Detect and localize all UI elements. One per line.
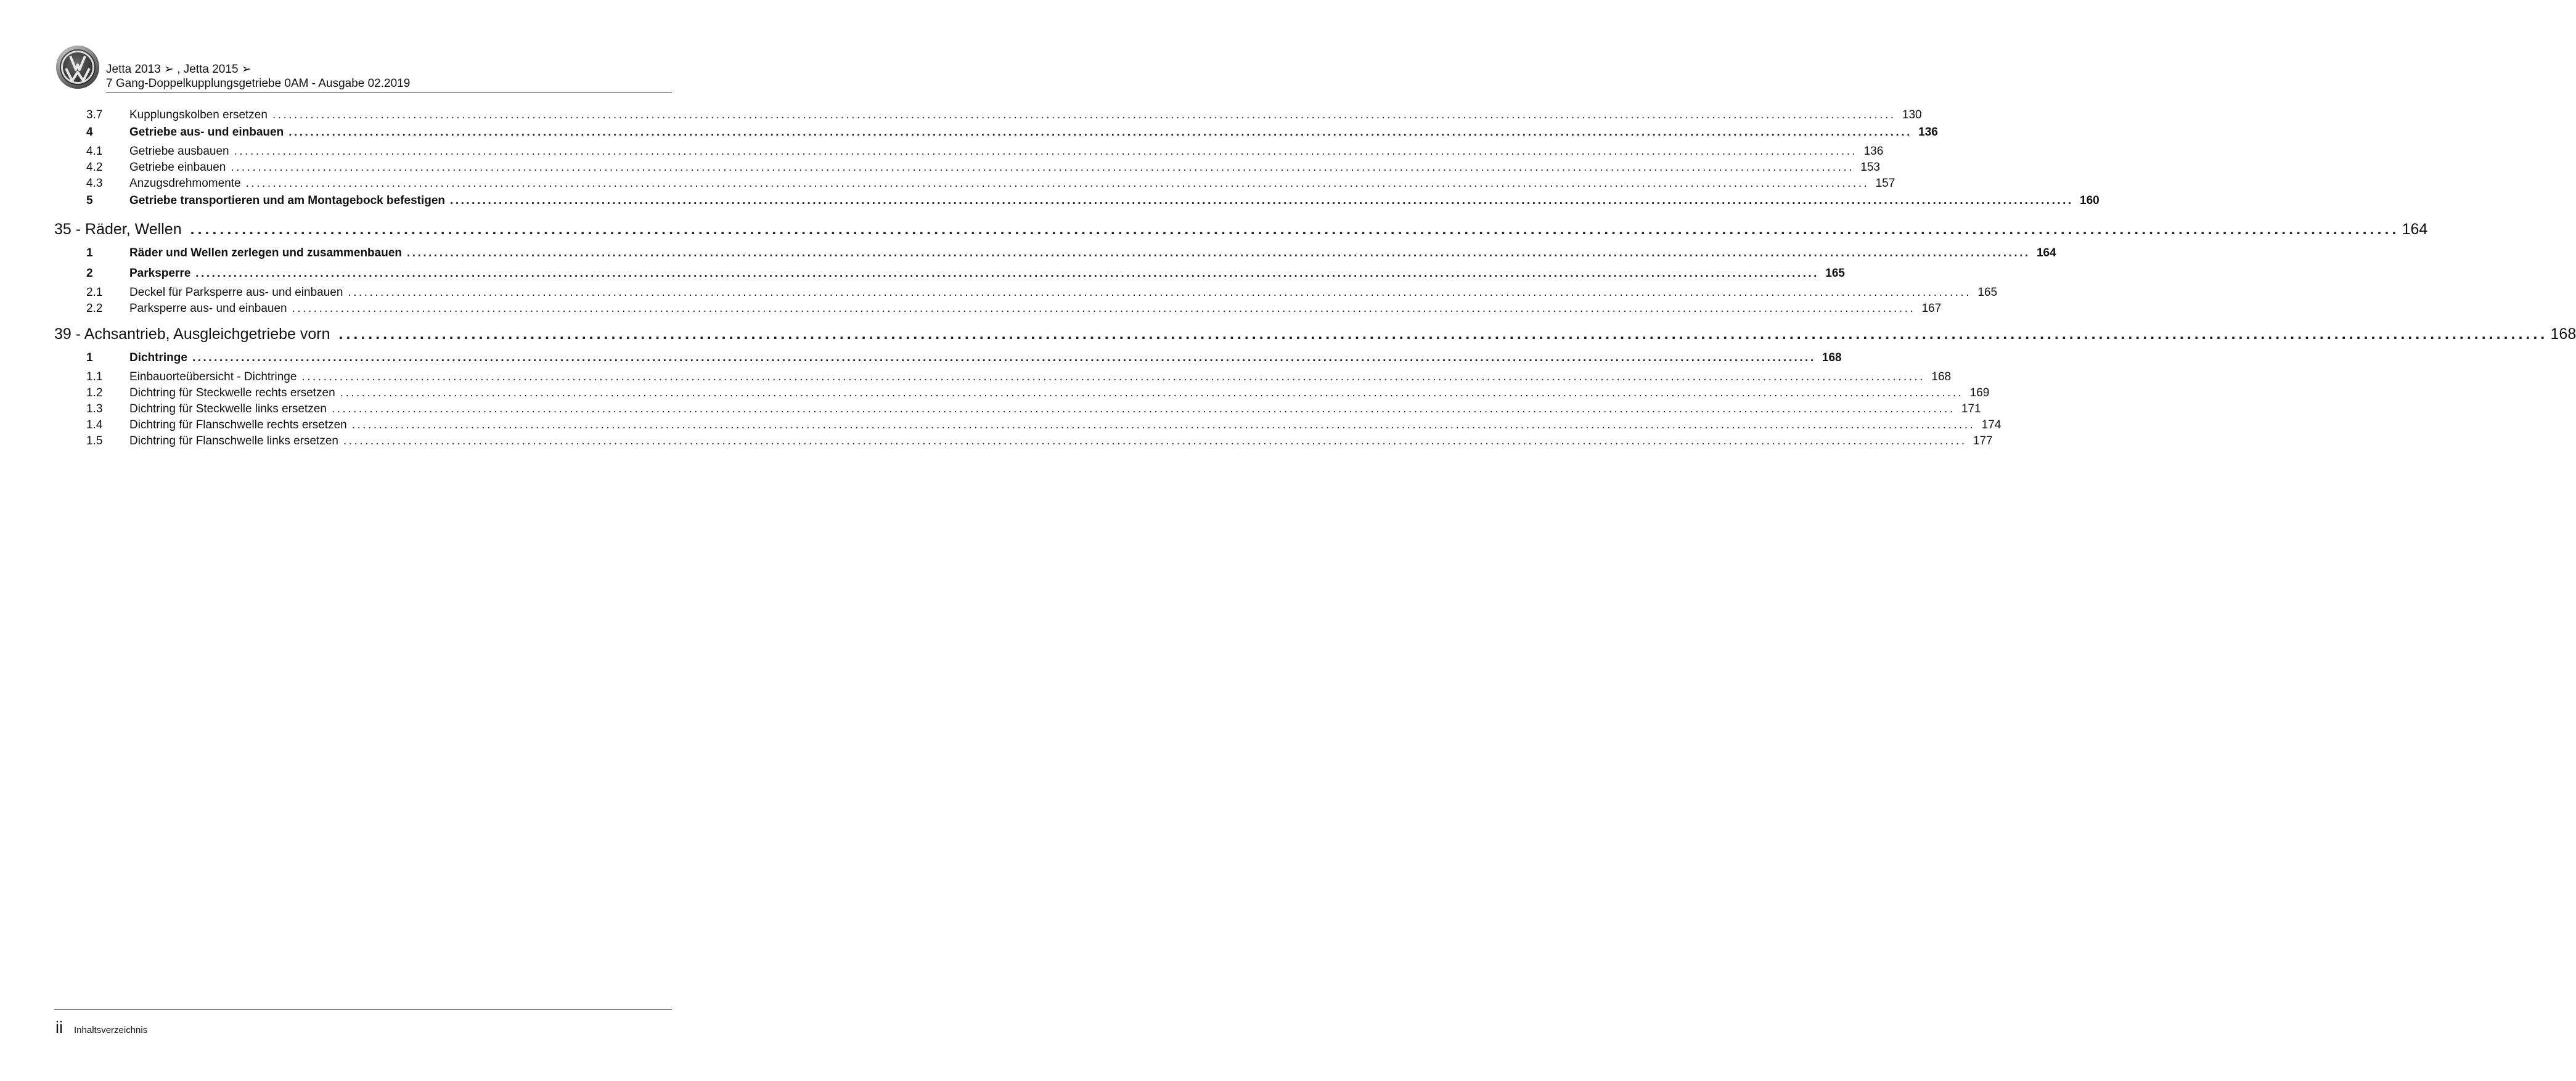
toc-entry-number: 1.1 bbox=[86, 370, 103, 383]
toc-entry-title: Dichtring für Steckwelle rechts ersetzen bbox=[129, 386, 335, 399]
toc-entry-page: 153 bbox=[1860, 161, 1880, 174]
toc-chapter-entry[interactable] bbox=[54, 213, 2428, 245]
toc-entry-page: 168 bbox=[1822, 351, 1842, 364]
toc-entry[interactable] bbox=[54, 245, 2056, 266]
toc-entry-page: 169 bbox=[1969, 386, 1990, 399]
toc-entry-title: Getriebe einbauen bbox=[129, 161, 226, 174]
toc-entry-number: 1.5 bbox=[86, 434, 103, 447]
toc-entry-page: 164 bbox=[2036, 247, 2056, 259]
toc-entry-number: 1.4 bbox=[86, 418, 103, 431]
footer-section-name: Inhaltsverzeichnis bbox=[74, 1025, 148, 1035]
toc-entry-title: Dichtring für Steckwelle links ersetzen bbox=[129, 402, 327, 415]
toc-entry[interactable] bbox=[54, 434, 1993, 451]
toc-entry-title: Getriebe ausbauen bbox=[129, 145, 229, 158]
toc-dot-leader: ............................................................................................................................................................................................................................................................................................................ bbox=[343, 434, 1967, 447]
toc-entry-page: 160 bbox=[2080, 194, 2100, 207]
toc-entry-title: Dichtringe bbox=[129, 351, 187, 364]
toc-dot-leader: ............................................................................................................................................................................................................................................................................................................ bbox=[195, 267, 1819, 280]
toc-entry-number: 4.2 bbox=[86, 161, 103, 174]
toc-entry-page: 130 bbox=[1902, 108, 1922, 121]
toc-entry[interactable] bbox=[54, 386, 1990, 402]
header-text bbox=[106, 62, 410, 91]
toc-entry-number: 4.1 bbox=[86, 145, 103, 158]
toc-entry-title: 39 - Achsantrieb, Ausgleichgetriebe vorn bbox=[54, 325, 330, 343]
page-footer bbox=[55, 1018, 147, 1037]
toc-entry-number: 2.2 bbox=[86, 302, 103, 315]
toc-entry-page: 165 bbox=[1977, 286, 1998, 299]
toc-entry-title: Dichtring für Flanschwelle rechts ersetzen bbox=[129, 418, 347, 431]
vw-logo-icon bbox=[55, 45, 100, 89]
toc-entry-page: 167 bbox=[1921, 302, 1942, 315]
toc-dot-leader: ............................................................................................................................................................................................................................................................................................................ bbox=[340, 386, 1964, 399]
toc-dot-leader: ............................................................................................................................................................................................................................................................................................................ bbox=[338, 325, 2548, 343]
toc-entry-page: 171 bbox=[1961, 402, 1981, 415]
toc-dot-leader: ............................................................................................................................................................................................................................................................................................................ bbox=[190, 221, 2400, 238]
toc-entry-title: Deckel für Parksperre aus- und einbauen bbox=[129, 286, 343, 299]
toc-entry-number: 4.3 bbox=[86, 177, 103, 190]
page-header bbox=[55, 45, 672, 93]
toc-entry[interactable] bbox=[54, 370, 1952, 386]
toc-dot-leader: ............................................................................................................................................................................................................................................................................................................ bbox=[292, 302, 1916, 315]
toc-entry-title: Einbauorteübersicht - Dichtringe bbox=[129, 370, 297, 383]
toc-dot-leader: ............................................................................................................................................................................................................................................................................................................ bbox=[351, 418, 1976, 431]
toc-entry[interactable] bbox=[54, 302, 1942, 318]
toc-entry[interactable] bbox=[54, 286, 1998, 302]
toc-entry[interactable] bbox=[54, 266, 1845, 286]
toc-entry-number: 5 bbox=[86, 194, 93, 207]
toc-dot-leader: ............................................................................................................................................................................................................................................................................................................ bbox=[450, 194, 2074, 207]
toc-entry[interactable] bbox=[54, 418, 2002, 434]
toc-entry-page: 157 bbox=[1875, 177, 1895, 190]
toc-entry-page: 174 bbox=[1981, 418, 2002, 431]
toc-entry[interactable] bbox=[54, 145, 1884, 161]
toc-entry-page: 165 bbox=[1825, 267, 1845, 280]
toc-dot-leader: ............................................................................................................................................................................................................................................................................................................ bbox=[234, 145, 1858, 158]
toc-entry[interactable] bbox=[54, 108, 1922, 124]
header-models: Jetta 2013 ➢ , Jetta 2015 ➢ bbox=[106, 63, 251, 76]
toc-entry[interactable] bbox=[54, 124, 1938, 145]
toc-dot-leader: ............................................................................................................................................................................................................................................................................................................ bbox=[245, 177, 1870, 190]
toc-entry-number: 1.2 bbox=[86, 386, 103, 399]
toc-entry-page: 136 bbox=[1863, 145, 1884, 158]
toc-dot-leader: ............................................................................................................................................................................................................................................................................................................ bbox=[231, 161, 1854, 174]
footer-page-number: ii bbox=[55, 1018, 63, 1037]
toc-dot-leader: ............................................................................................................................................................................................................................................................................................................ bbox=[348, 286, 1972, 299]
toc-entry[interactable] bbox=[54, 177, 1895, 193]
toc-entry-number: 1 bbox=[86, 247, 93, 259]
toc-entry-number: 4 bbox=[86, 126, 93, 139]
toc-entry-number: 3.7 bbox=[86, 108, 103, 121]
toc-entry-page: 164 bbox=[2402, 221, 2428, 238]
toc-entry-page: 136 bbox=[1918, 126, 1938, 139]
toc-entry[interactable] bbox=[54, 402, 1981, 418]
toc-entry-title: Parksperre bbox=[129, 267, 191, 280]
toc-entry[interactable] bbox=[54, 193, 2100, 213]
toc-dot-leader: ............................................................................................................................................................................................................................................................................................................ bbox=[192, 351, 1816, 364]
toc-entry-page: 168 bbox=[2550, 325, 2576, 343]
toc-entry-number: 2 bbox=[86, 267, 93, 280]
toc-entry-title: Dichtring für Flanschwelle links ersetzen bbox=[129, 434, 338, 447]
toc-dot-leader: ............................................................................................................................................................................................................................................................................................................ bbox=[272, 108, 1896, 121]
toc-entry-title: Getriebe transportieren und am Montagebock befestigen bbox=[129, 194, 446, 207]
toc-entry-title: Parksperre aus- und einbauen bbox=[129, 302, 287, 315]
toc-entry-title: Anzugsdrehmomente bbox=[129, 177, 241, 190]
toc-entry-title: 35 - Räder, Wellen bbox=[54, 221, 182, 238]
toc-entry[interactable] bbox=[54, 350, 1842, 370]
toc-entry-number: 1 bbox=[86, 351, 93, 364]
toc-dot-leader: ............................................................................................................................................................................................................................................................................................................ bbox=[331, 402, 1955, 415]
toc-entry-page: 168 bbox=[1931, 370, 1952, 383]
toc-dot-leader: ............................................................................................................................................................................................................................................................................................................ bbox=[301, 370, 1926, 383]
footer-divider bbox=[54, 1009, 672, 1010]
toc-entry-number: 1.3 bbox=[86, 402, 103, 415]
toc-chapter-entry[interactable] bbox=[54, 318, 2576, 350]
toc-dot-leader: ............................................................................................................................................................................................................................................................................................................ bbox=[407, 247, 2030, 259]
toc-dot-leader: ............................................................................................................................................................................................................................................................................................................ bbox=[288, 126, 1912, 139]
toc-entry-number: 2.1 bbox=[86, 286, 103, 299]
toc-entry-page: 177 bbox=[1973, 434, 1993, 447]
table-of-contents bbox=[54, 108, 2576, 451]
toc-entry[interactable] bbox=[54, 161, 1880, 177]
toc-entry-title: Räder und Wellen zerlegen und zusammenbauen bbox=[129, 247, 403, 259]
header-subtitle: 7 Gang-Doppelkupplungsgetriebe 0AM - Ausgabe 02.2019 bbox=[106, 77, 411, 90]
toc-entry-title: Kupplungskolben ersetzen bbox=[129, 108, 268, 121]
toc-entry-title: Getriebe aus- und einbauen bbox=[129, 126, 284, 139]
